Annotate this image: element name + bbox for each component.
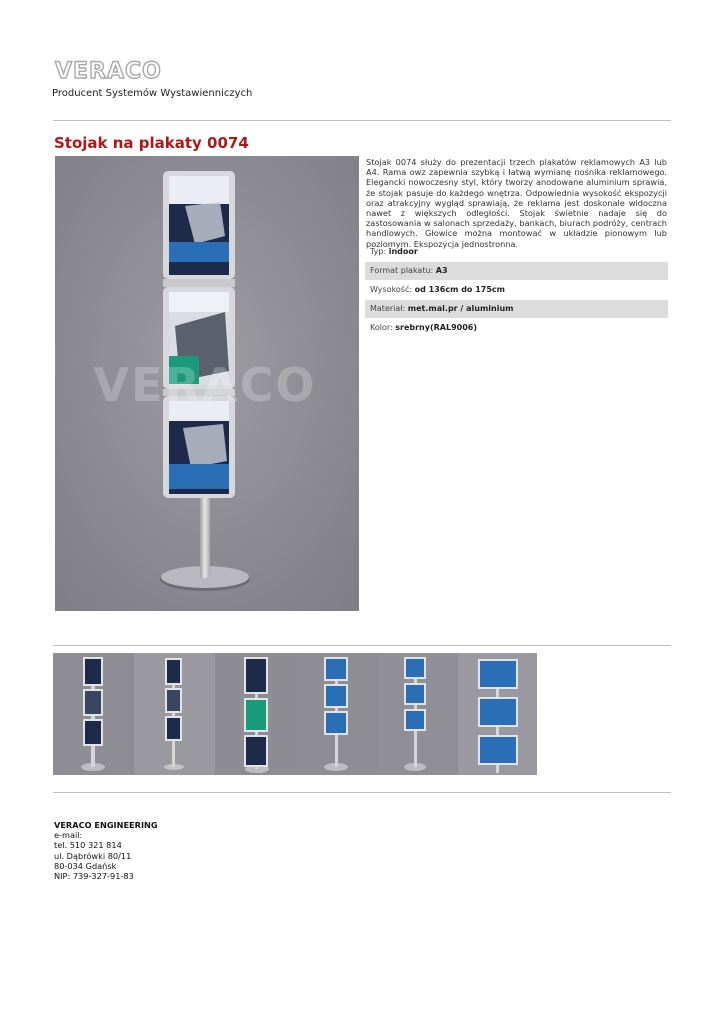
spec-material [365, 300, 668, 318]
spec-label: Typ: [370, 247, 389, 256]
thumbnail-4[interactable] [296, 653, 377, 775]
thumbnail-1[interactable] [53, 653, 134, 775]
spec-label: Kolor: [370, 323, 396, 332]
thumbnail-2[interactable] [134, 653, 215, 775]
spec-format [365, 262, 668, 280]
gallery-divider-top [53, 645, 671, 646]
header-divider [53, 120, 671, 121]
product-description: Stojak 0074 służy do prezentacji trzech plakatów reklamowych A3 lub A4. Rama owz zapewnia szybką i łatwą wymianę nośnika reklamowego. Elegancki nowoczesny styl, który tworzy anodowane aluminium sprawia, że stojak pasuje do każdego wnętrza. Odpowiednia wysokość ekspozycji oraz atrakcyjny wygląd sprawiają, że reklama jest doskonale widoczna nawet z większych odległości. Stojak świetnie nadaje się do zastosowania w salonach sprzedaży, bankach, biurach podróży, centrach handlowych. Głowice można montować w układzie pionowym lub poziomym. Ekspozycja jednostronna. [366, 157, 667, 249]
spec-value: srebrny(RAL9006) [395, 323, 477, 332]
spec-value: od 136cm do 175cm [414, 285, 505, 294]
product-main-image[interactable] [55, 156, 359, 611]
product-title: Stojak na plakaty 0074 [54, 134, 249, 152]
thumbnail-5[interactable] [377, 653, 458, 775]
phone-line: tel. 510 321 814 [54, 840, 122, 851]
svg-text:VERACO: VERACO [55, 59, 162, 84]
spec-height [365, 281, 668, 299]
spec-label: Format plakatu: [370, 266, 436, 275]
company-name: VERACO ENGINEERING [54, 820, 158, 830]
spec-value: A3 [435, 266, 448, 275]
email-line: e-mail: [54, 830, 83, 841]
thumbnail-6[interactable] [458, 653, 537, 775]
spec-value: met.mal.pr / aluminium [407, 304, 514, 313]
thumbnail-gallery [53, 653, 537, 775]
gallery-divider-bottom [53, 792, 671, 793]
poster-panel-top [163, 171, 235, 279]
spec-color [365, 319, 668, 337]
spec-label: Wysokość: [370, 285, 415, 294]
thumbnail-3[interactable] [215, 653, 296, 775]
veraco-logo [54, 56, 164, 84]
spec-type [365, 243, 668, 261]
city-line: 80-034 Gdańsk [54, 860, 117, 871]
tagline: Producent Systemów Wystawienniczych [52, 88, 253, 99]
image-watermark: VERACO [93, 358, 317, 412]
contact-block [54, 820, 158, 881]
street-line: ul. Dąbrówki 80/11 [54, 850, 132, 861]
nip-line: NIP: 739-327-91-83 [54, 871, 134, 882]
spec-value: indoor [388, 247, 418, 256]
spec-label: Materiał: [370, 304, 408, 313]
